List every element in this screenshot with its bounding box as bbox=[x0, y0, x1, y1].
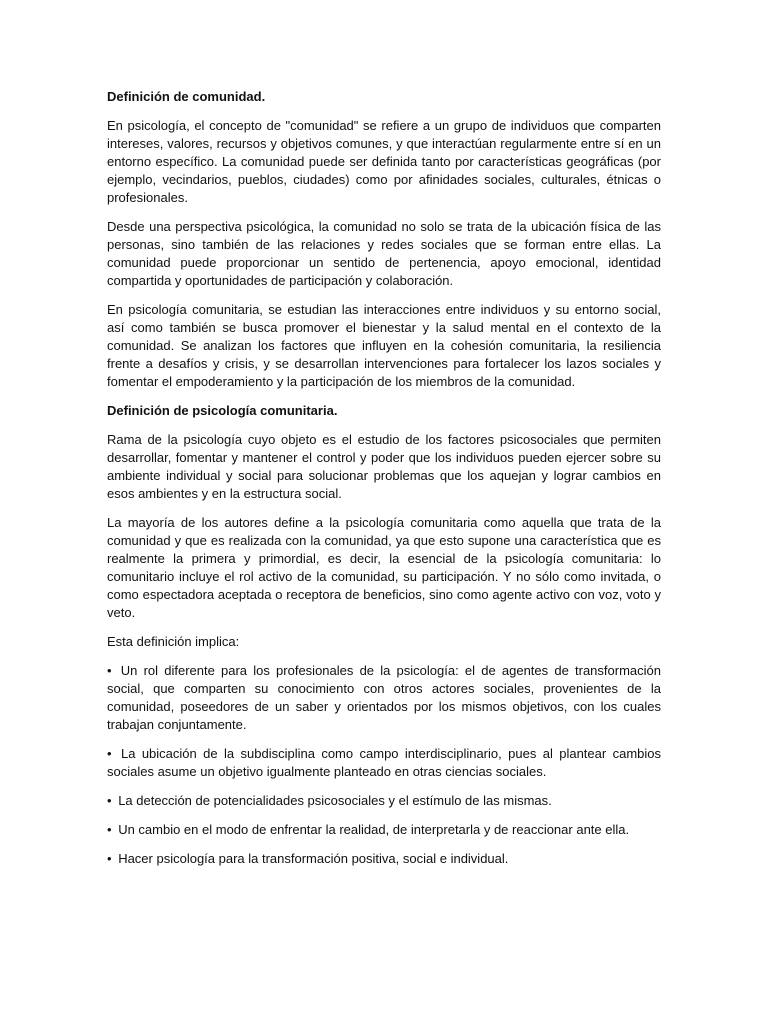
paragraph-5: La mayoría de los autores define a la psicología comunitaria como aquella que trata de la comunidad y que es realizada con la comunidad, ya que esto supone una característica que es realmente la primera y primordial, es decir, la esencial de la psicología comunitaria: lo comunitario incluye el rol activo de la comunidad, su participación. Y no sólo como invitada, o como espectadora aceptada o receptora de beneficios, sino como agente activo con voz, voto y veto. bbox=[107, 515, 661, 620]
list-item bbox=[107, 850, 661, 868]
list-item-text: La ubicación de la subdisciplina como campo interdisciplinario, pues al plantear cambios sociales asume un objetivo igualmente planteado en otras ciencias sociales. bbox=[107, 746, 661, 779]
list-item-text: Hacer psicología para la transformación positiva, social e individual. bbox=[118, 851, 509, 866]
heading-definicion-comunidad: Definición de comunidad. bbox=[107, 89, 266, 104]
bullet-icon: • bbox=[107, 822, 112, 837]
paragraph-3: En psicología comunitaria, se estudian las interacciones entre individuos y su entorno social, así como también se busca promover el bienestar y la salud mental en el contexto de la comunidad. Se analizan los factores que influyen en la cohesión comunitaria, la resiliencia frente a desafíos y crisis, y se desarrollan intervenciones para fortalecer los lazos sociales y fomentar el empoderamiento y la participación de los miembros de la comunidad. bbox=[107, 302, 661, 389]
list-item bbox=[107, 745, 661, 781]
bullet-icon: • bbox=[107, 851, 112, 866]
list-item bbox=[107, 792, 661, 810]
list-item bbox=[107, 662, 661, 734]
list-intro: Esta definición implica: bbox=[107, 634, 240, 649]
bullet-icon: • bbox=[107, 663, 112, 678]
bullet-icon: • bbox=[107, 793, 112, 808]
paragraph-1: En psicología, el concepto de "comunidad" se refiere a un grupo de individuos que comparten intereses, valores, recursos y objetivos comunes, y que interactúan regularmente entre sí en un entorno específico. La comunidad puede ser definida tanto por características geográficas (por ejemplo, vecindarios, pueblos, ciudades) como por afinidades sociales, culturales, étnicas o profesionales. bbox=[107, 118, 661, 205]
list-item bbox=[107, 821, 661, 839]
list-item-text: Un rol diferente para los profesionales de la psicología: el de agentes de transformación social, que comparten su conocimiento con otros actores sociales, provenientes de la comunidad, poseedores de un saber y orientados por los mismos objetivos, con los cuales trabajan conjuntamente. bbox=[107, 663, 661, 732]
heading-definicion-psicologia-comunitaria: Definición de psicología comunitaria. bbox=[107, 403, 338, 418]
bullet-icon: • bbox=[107, 746, 112, 761]
list-item-text: La detección de potencialidades psicosociales y el estímulo de las mismas. bbox=[118, 793, 552, 808]
document-page bbox=[107, 88, 661, 879]
paragraph-2: Desde una perspectiva psicológica, la comunidad no solo se trata de la ubicación física de las personas, sino también de las relaciones y redes sociales que se forman entre ellas. La comunidad puede proporcionar un sentido de pertenencia, apoyo emocional, identidad compartida y oportunidades de participación y colaboración. bbox=[107, 219, 661, 288]
paragraph-4: Rama de la psicología cuyo objeto es el estudio de los factores psicosociales que permiten desarrollar, fomentar y mantener el control y poder que los individuos pueden ejercer sobre su ambiente individual y social para solucionar problemas que los aquejan y lograr cambios en esos ambientes y en la estructura social. bbox=[107, 432, 661, 501]
list-item-text: Un cambio en el modo de enfrentar la realidad, de interpretarla y de reaccionar ante ella. bbox=[118, 822, 630, 837]
